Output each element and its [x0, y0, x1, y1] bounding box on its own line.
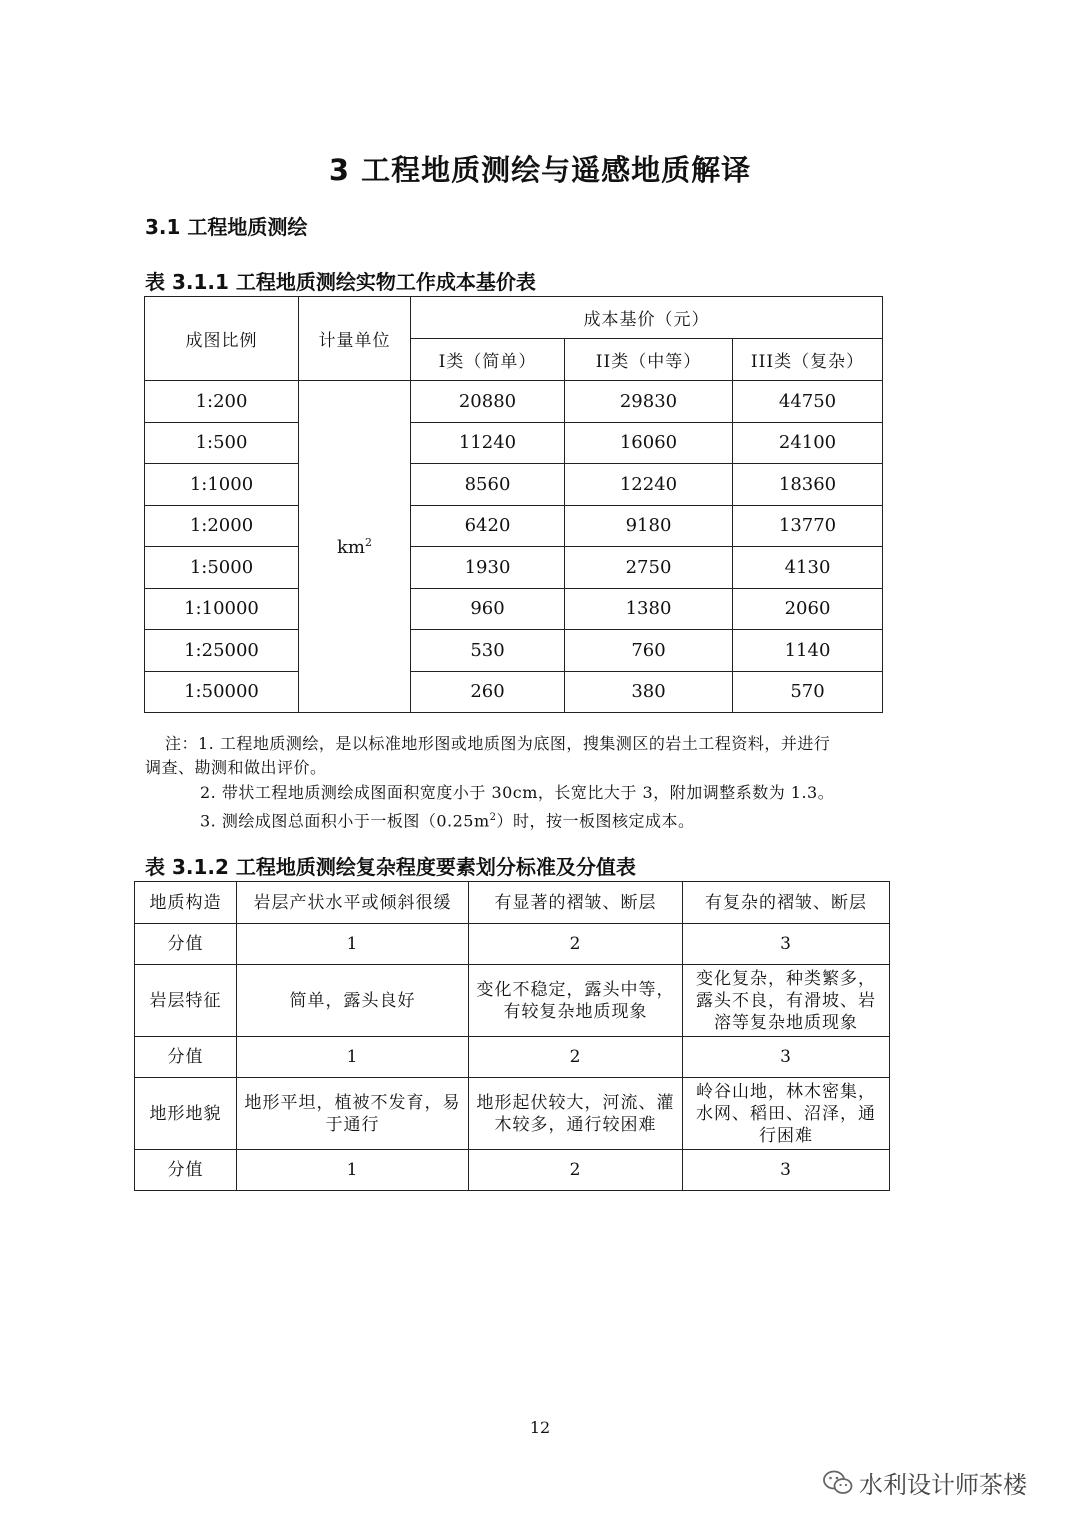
cost-cell: 18360 [733, 464, 883, 506]
score-cell: 3 [683, 1150, 890, 1191]
table-row [135, 1037, 890, 1078]
cost-cell: 9180 [565, 505, 733, 547]
header-scale: 成图比例 [145, 297, 299, 381]
criteria-cell: 有复杂的褶皱、断层 [683, 882, 890, 924]
cost-cell: 260 [411, 671, 565, 713]
score-cell: 2 [469, 1150, 683, 1191]
cost-cell: 12240 [565, 464, 733, 506]
table-row [135, 1078, 890, 1150]
scale-cell: 1:25000 [145, 630, 299, 672]
table1-caption: 表 3.1.1 工程地质测绘实物工作成本基价表 [145, 270, 536, 294]
row-label: 地形地貌 [135, 1078, 237, 1150]
cost-cell: 2060 [733, 588, 883, 630]
header-class2: II类（中等） [565, 339, 733, 381]
criteria-cell: 变化不稳定，露头中等，有较复杂地质现象 [469, 965, 683, 1037]
cost-cell: 8560 [411, 464, 565, 506]
criteria-cell: 地形起伏较大，河流、灌木较多，通行较困难 [469, 1078, 683, 1150]
scale-cell: 1:500 [145, 422, 299, 464]
header-class1: I类（简单） [411, 339, 565, 381]
row-label: 分值 [135, 1150, 237, 1191]
wechat-icon [823, 1470, 853, 1496]
row-label: 岩层特征 [135, 965, 237, 1037]
note-2: 2. 带状工程地质测绘成图面积宽度小于 30cm，长宽比大于 3，附加调整系数为 1.3。 [200, 783, 835, 802]
table2-caption: 表 3.1.2 工程地质测绘复杂程度要素划分标准及分值表 [145, 855, 636, 879]
unit-cell [299, 381, 411, 713]
score-cell: 3 [683, 1037, 890, 1078]
cost-cell: 760 [565, 630, 733, 672]
score-cell: 2 [469, 924, 683, 965]
cost-cell: 16060 [565, 422, 733, 464]
cost-cell: 4130 [733, 547, 883, 589]
note-3-text: 3. 测绘成图总面积小于一板图（0.25m [200, 811, 490, 831]
cost-cell: 960 [411, 588, 565, 630]
score-cell: 2 [469, 1037, 683, 1078]
table-row [145, 547, 883, 589]
header-class3: III类（复杂） [733, 339, 883, 381]
note-3 [200, 805, 1000, 833]
cost-table [144, 296, 883, 713]
cost-cell: 20880 [411, 381, 565, 423]
table-row [145, 630, 883, 672]
row-label: 分值 [135, 1037, 237, 1078]
table-row [145, 588, 883, 630]
cost-cell: 13770 [733, 505, 883, 547]
scale-cell: 1:2000 [145, 505, 299, 547]
note-1-line-1: 注：1. 工程地质测绘，是以标准地形图或地质图为底图，搜集测区的岩土工程资料，并进行 [165, 734, 831, 753]
chapter-title: 3 工程地质测绘与遥感地质解译 [328, 153, 752, 187]
page-number: 12 [529, 1418, 551, 1437]
cost-cell: 2750 [565, 547, 733, 589]
cost-cell: 1930 [411, 547, 565, 589]
table-row [135, 882, 890, 924]
table-row [145, 422, 883, 464]
table-row [135, 924, 890, 965]
criteria-cell: 岭谷山地，林木密集，水网、稻田、沼泽，通行困难 [683, 1078, 890, 1150]
header-unit: 计量单位 [299, 297, 411, 381]
cost-cell: 380 [565, 671, 733, 713]
table-row [135, 1150, 890, 1191]
unit-base: km [337, 536, 365, 558]
criteria-cell: 有显著的褶皱、断层 [469, 882, 683, 924]
table-row [145, 464, 883, 506]
score-cell: 1 [237, 1150, 469, 1191]
row-label: 地质构造 [135, 882, 237, 924]
complexity-table [134, 881, 890, 1191]
unit-exponent: 2 [364, 535, 372, 549]
criteria-cell: 地形平坦，植被不发育，易于通行 [237, 1078, 469, 1150]
watermark [823, 1465, 1027, 1500]
scale-cell: 1:50000 [145, 671, 299, 713]
cost-cell: 570 [733, 671, 883, 713]
table-row [145, 381, 883, 423]
row-label: 分值 [135, 924, 237, 965]
criteria-cell: 变化复杂，种类繁多，露头不良，有滑坡、岩溶等复杂地质现象 [683, 965, 890, 1037]
scale-cell: 1:1000 [145, 464, 299, 506]
criteria-cell: 简单，露头良好 [237, 965, 469, 1037]
note-1-line-2: 调查、勘测和做出评价。 [145, 758, 327, 777]
header-cost-group: 成本基价（元） [411, 297, 883, 339]
cost-cell: 29830 [565, 381, 733, 423]
score-cell: 1 [237, 1037, 469, 1078]
cost-cell: 6420 [411, 505, 565, 547]
scale-cell: 1:5000 [145, 547, 299, 589]
scale-cell: 1:10000 [145, 588, 299, 630]
note-3-text-end: ）时，按一板图核定成本。 [496, 811, 695, 831]
table-row [145, 671, 883, 713]
score-cell: 1 [237, 924, 469, 965]
watermark-text: 水利设计师茶楼 [859, 1471, 1027, 1499]
cost-cell: 11240 [411, 422, 565, 464]
criteria-cell: 岩层产状水平或倾斜很缓 [237, 882, 469, 924]
cost-cell: 1140 [733, 630, 883, 672]
note-3-exponent: 2 [489, 812, 497, 823]
scale-cell: 1:200 [145, 381, 299, 423]
cost-cell: 44750 [733, 381, 883, 423]
cost-cell: 530 [411, 630, 565, 672]
score-cell: 3 [683, 924, 890, 965]
section-title: 3.1 工程地质测绘 [145, 215, 308, 239]
table-row [135, 965, 890, 1037]
cost-cell: 24100 [733, 422, 883, 464]
cost-cell: 1380 [565, 588, 733, 630]
table-row [145, 505, 883, 547]
